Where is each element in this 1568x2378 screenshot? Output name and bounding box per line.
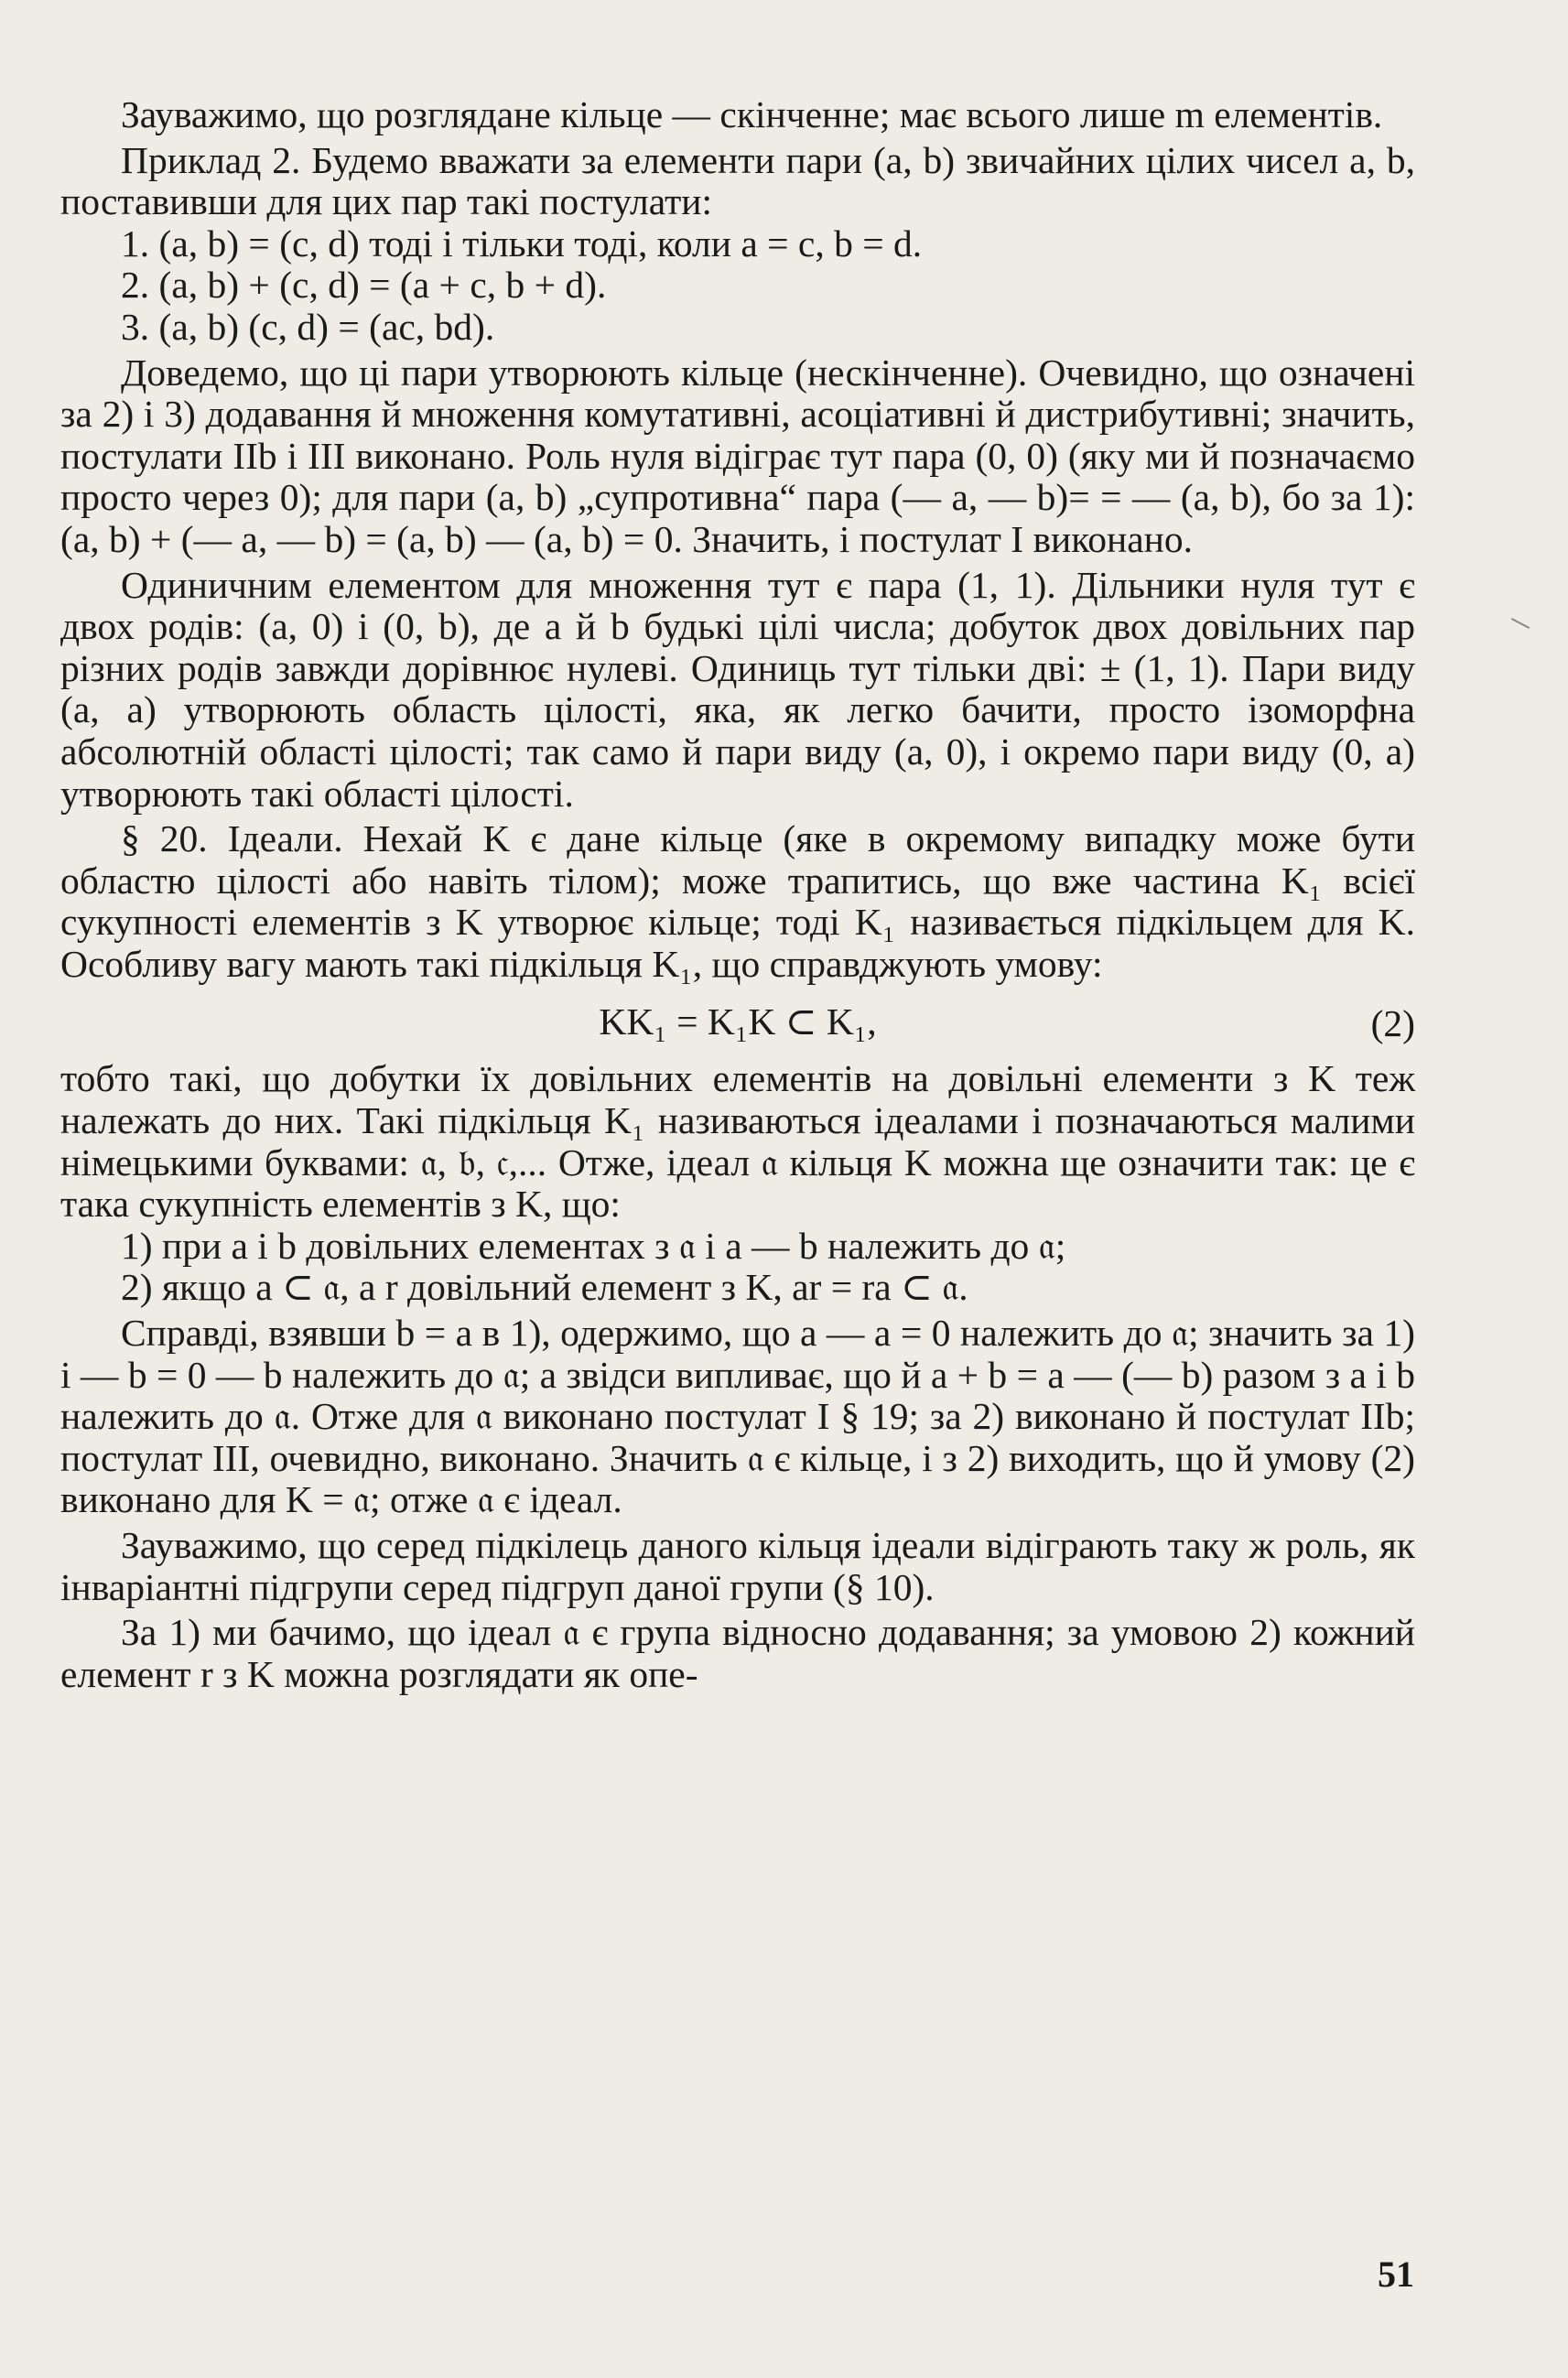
paragraph-proof-ideal: Справді, взявши b = a в 1), одержимо, що a — a = 0 належить до 𝔞; значить за 1) і — b = 0 — b належить до 𝔞; а звідси випливає, що й a + b = a — (— b) разом з a і b належить до 𝔞. Отже для 𝔞 виконано постулат I § 19; за 2) виконано й постулат IIb; постулат III, очевидно, виконано. Значить 𝔞 є кільце, і з 2) виходить, що й умову (2) виконано для K = 𝔞; отже 𝔞 є ідеал. (60, 1312, 1415, 1521)
margin-mark (1511, 618, 1530, 629)
equation-formula: KK₁ = K₁K ⊂ K₁, (599, 1000, 877, 1043)
paragraph-ideal-definition: тобто такі, що добутки їх довільних елементів на довільні елементи з K теж належать до них. Такі підкільця K₁ називаються ідеалами і позначаються малими німецькими буквами: 𝔞, 𝔟, 𝔠,... Отже, ідеал 𝔞 кільця K можна ще означити так: це є така сукупність елементів з K, що: (60, 1057, 1415, 1226)
postulate-2: 2. (a, b) + (c, d) = (a + c, b + d). (121, 264, 607, 307)
paragraph-unit-element: Одиничним елементом для множення тут є пара (1, 1). Дільники нуля тут є двох родів: (a, 0) і (0, b), де a й b будькі цілі числа; добуток двох довільних пар різних родів завжди дорівнює нулеві. Одиниць тут тільки дві: ± (1, 1). Пари виду (a, a) утворюють область цілості, яка, як легко бачити, просто ізоморфна абсолютній області цілості; так само й пари виду (a, 0), і окремо пари виду (0, a) утворюють такі області цілості. (60, 563, 1415, 815)
postulate-3: 3. (a, b) (c, d) = (ac, bd). (121, 305, 495, 348)
paragraph-ideals-section: § 20. Ідеали. Нехай K є дане кільце (яке в окремому випадку може бути областю цілості або навіть тілом); може трапитись, що вже частина K₁ всієї сукупності елементів з K утворює кільце; тоді K₁ називається підкільцем для K. Особливу вагу мають такі підкільця K₁, що справджують умову: (60, 817, 1415, 985)
paragraph-proof-ring: Доведемо, що ці пари утворюють кільце (нескінченне). Очевидно, що означені за 2) і 3) додавання й множення комутативні, асоціативні й дистрибутивні; значить, постулати IIb і III виконано. Роль нуля відіграє тут пара (0, 0) (яку ми й позначаємо просто через 0); для пари (a, b) „супротивна“ пара (— a, — b)= = — (a, b), бо за 1): (a, b) + (— a, — b) = (a, b) — (a, b) = 0. Значить, і постулат I виконано. (60, 351, 1415, 560)
equation-2 (60, 990, 1415, 1056)
postulate-1: 1. (a, b) = (c, d) тоді і тільки тоді, коли a = c, b = d. (121, 222, 923, 265)
paragraph-remark-finite-ring: Зауважимо, що розглядане кільце — скінченне; має всього лише m елементів. (121, 93, 1383, 135)
paragraph-ideals-invariant: Зауважимо, що серед підкілець даного кільця ідеали відіграють таку ж роль, як інваріантні підгрупи серед підгруп даної групи (§ 10). (60, 1524, 1415, 1608)
equation-number: (2) (1370, 1002, 1415, 1045)
ideal-condition-1: 1) при a і b довільних елементах з 𝔞 і a — b належить до 𝔞; (121, 1224, 1066, 1267)
paragraph-ideal-group: За 1) ми бачимо, що ідеал 𝔞 є група відносно додавання; за умовою 2) кожний елемент r з K можна розглядати як опе- (60, 1611, 1415, 1695)
page-text (60, 94, 1415, 1695)
paragraph-example-2: Приклад 2. Будемо вважати за елементи пари (a, b) звичайних цілих чисел a, b, поставивши для цих пар такі постулати: (60, 138, 1415, 223)
page-number: 51 (1378, 2254, 1414, 2295)
ideal-condition-2: 2) якщо a ⊂ 𝔞, a r довільний елемент з K, ar = ra ⊂ 𝔞. (121, 1266, 968, 1309)
